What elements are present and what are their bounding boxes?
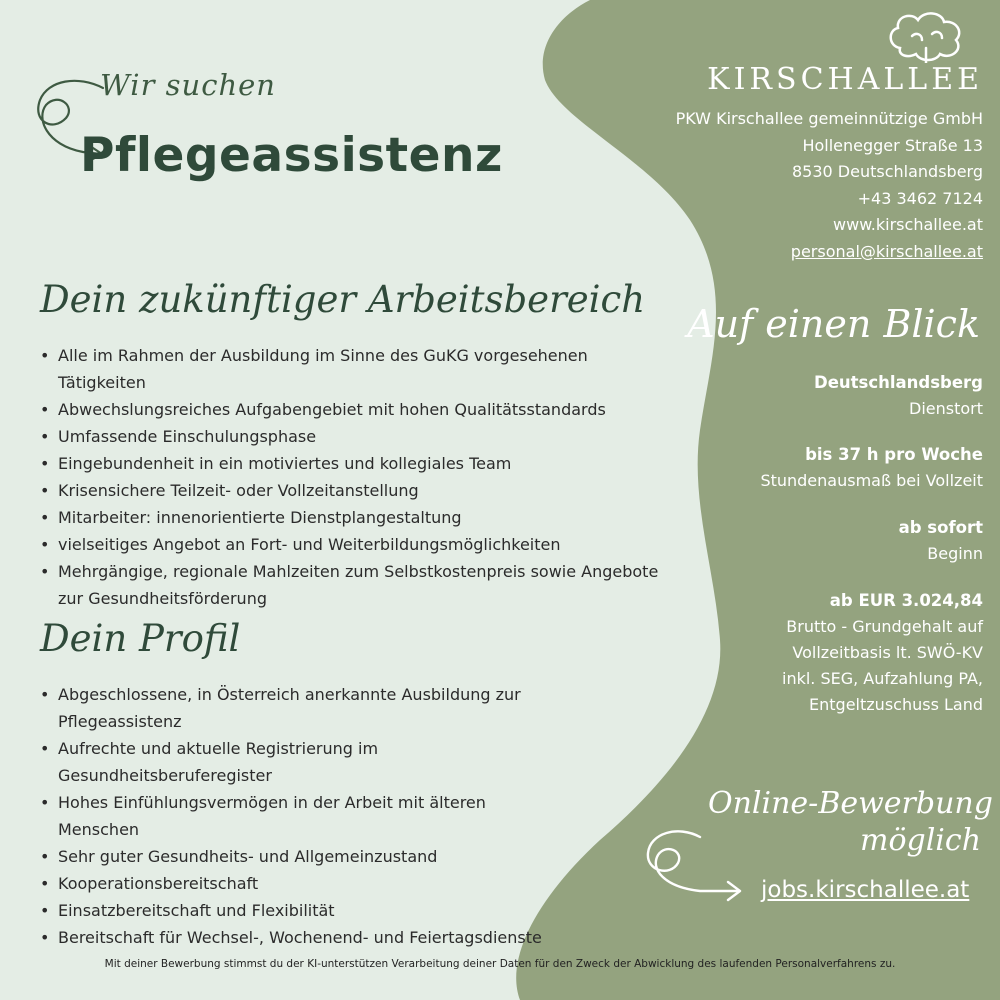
fact-start xyxy=(899,515,983,567)
fact-hours-value: bis 37 h pro Woche xyxy=(805,445,983,464)
fact-salary-line: inkl. SEG, Aufzahlung PA, xyxy=(782,669,983,688)
apply-script-line2: möglich xyxy=(860,823,982,858)
fact-salary-line: Entgeltzuschuss Land xyxy=(809,695,983,714)
list-item: • Eingebundenheit in ein motiviertes und kollegiales Team xyxy=(40,450,680,477)
fact-location xyxy=(814,370,983,422)
page-title: Pflegeassistenz xyxy=(80,128,503,183)
list-item: • Alle im Rahmen der Ausbildung im Sinne des GuKG vorgesehenen Tätigkeiten xyxy=(40,342,680,396)
fact-salary xyxy=(782,588,983,718)
fact-start-label: Beginn xyxy=(927,544,983,563)
logo-wordmark: KIRSCHALLEE xyxy=(707,62,983,97)
company-web: www.kirschallee.at xyxy=(833,215,983,234)
list-item: • Mitarbeiter: innenorientierte Dienstplangestaltung xyxy=(40,504,680,531)
fact-salary-value: ab EUR 3.024,84 xyxy=(829,591,983,610)
list-item: • Hohes Einfühlungsvermögen in der Arbeit mit älteren Menschen xyxy=(40,789,570,843)
apply-script-line1: Online-Bewerbung xyxy=(708,786,993,821)
list-item: • Abwechslungsreiches Aufgabengebiet mit hohen Qualitätsstandards xyxy=(40,396,680,423)
header-script: Wir suchen xyxy=(100,68,276,102)
list-item: • Kooperationsbereitschaft xyxy=(40,870,570,897)
curl-arrow-icon xyxy=(640,825,750,905)
fact-salary-line: Brutto - Grundgehalt auf xyxy=(786,617,983,636)
apply-link[interactable]: jobs.kirschallee.at xyxy=(761,877,970,903)
profile-list xyxy=(40,681,570,951)
footer-disclaimer: Mit deiner Bewerbung stimmst du der KI-unterstützen Verarbeitung deiner Daten für den Zweck der Abwicklung des laufenden Personalverfahrens zu. xyxy=(104,958,896,970)
company-email-link[interactable]: personal@kirschallee.at xyxy=(790,241,983,261)
work-list xyxy=(40,342,680,612)
list-item: • Mehrgängige, regionale Mahlzeiten zum Selbstkostenpreis sowie Angebote zur Gesundheitsförderung xyxy=(40,558,680,612)
company-phone: +43 3462 7124 xyxy=(857,188,983,208)
company-name: PKW Kirschallee gemeinnützige GmbH xyxy=(675,109,983,128)
fact-start-value: ab sofort xyxy=(898,518,983,537)
fact-hours xyxy=(760,442,983,494)
list-item: • Bereitschaft für Wechsel-, Wochenend- und Feiertagsdienste xyxy=(40,924,570,951)
list-item: • vielseitiges Angebot an Fort- und Weiterbildungsmöglichkeiten xyxy=(40,531,680,558)
list-item: • Einsatzbereitschaft und Flexibilität xyxy=(40,897,570,924)
list-item: • Umfassende Einschulungsphase xyxy=(40,423,680,450)
section-title-profile: Dein Profil xyxy=(40,617,241,660)
section-title-work: Dein zukünftiger Arbeitsbereich xyxy=(40,278,646,321)
fact-location-label: Dienstort xyxy=(909,399,983,418)
glance-title: Auf einen Blick xyxy=(687,302,980,346)
fact-hours-label: Stundenausmaß bei Vollzeit xyxy=(760,471,983,490)
list-item: • Aufrechte und aktuelle Registrierung im Gesundheitsberuferegister xyxy=(40,735,570,789)
company-street: Hollenegger Straße 13 xyxy=(802,135,983,155)
list-item: • Krisensichere Teilzeit- oder Vollzeitanstellung xyxy=(40,477,680,504)
fact-location-value: Deutschlandsberg xyxy=(814,373,983,392)
list-item: • Sehr guter Gesundheits- und Allgemeinzustand xyxy=(40,843,570,870)
fact-salary-line: Vollzeitbasis lt. SWÖ-KV xyxy=(792,643,983,662)
list-item: • Abgeschlossene, in Österreich anerkannte Ausbildung zur Pflegeassistenz xyxy=(40,681,570,735)
company-contact xyxy=(676,106,983,265)
tree-icon xyxy=(886,8,966,63)
company-city: 8530 Deutschlandsberg xyxy=(792,162,983,181)
